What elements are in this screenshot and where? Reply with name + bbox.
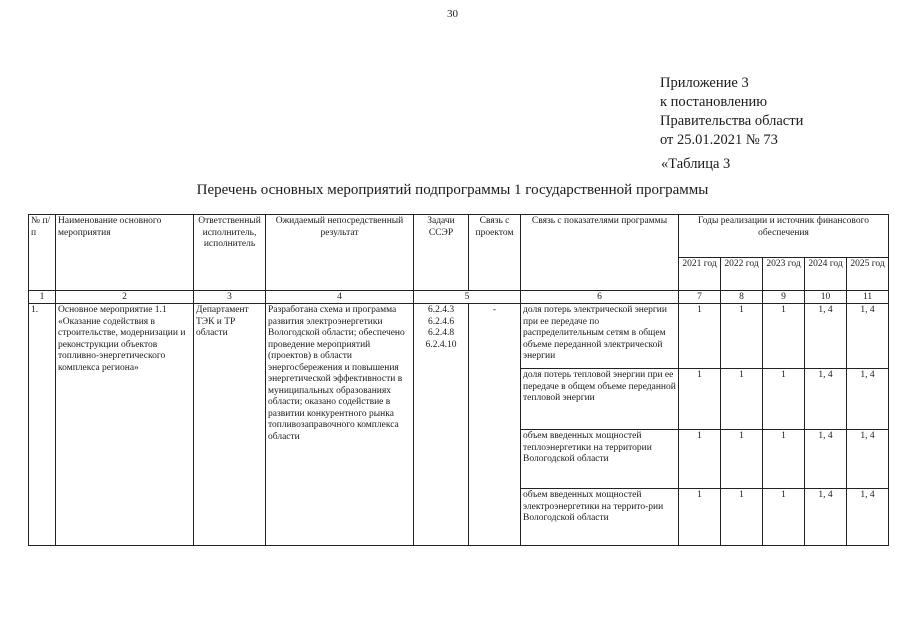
header-executor: Ответственный исполнитель, исполнитель	[194, 215, 266, 291]
header-indicators: Связь с показателями программы	[521, 215, 679, 291]
row-num: 1.	[29, 304, 56, 546]
indicator-2025: 1, 4	[847, 489, 889, 546]
appendix-line: от 25.01.2021 № 73	[660, 132, 778, 148]
header-year: 2021 год	[679, 258, 721, 291]
header-year: 2023 год	[763, 258, 805, 291]
column-number: 11	[847, 291, 889, 304]
appendix-line: Правительства области	[660, 113, 804, 129]
indicator-text: доля потерь тепловой энергии при ее передаче в общем объеме переданной тепловой энергии	[521, 369, 679, 430]
column-number: 2	[56, 291, 194, 304]
indicator-2023: 1	[763, 430, 805, 489]
indicator-text: доля потерь электрической энергии при ее передаче по распределительным сетям в общем объеме переданной электрической энергии	[521, 304, 679, 369]
header-project: Связь с проектом	[469, 215, 521, 291]
header-years-group: Годы реализации и источник финансового обеспечения	[679, 215, 889, 258]
column-number: 5	[414, 291, 521, 304]
column-number: 6	[521, 291, 679, 304]
header-tasks: Задачи ССЭР	[414, 215, 469, 291]
column-number: 4	[266, 291, 414, 304]
indicator-2021: 1	[679, 304, 721, 369]
indicator-2021: 1	[679, 489, 721, 546]
header-num: № п/п	[29, 215, 56, 291]
column-number: 7	[679, 291, 721, 304]
row-project: -	[469, 304, 521, 546]
header-year: 2025 год	[847, 258, 889, 291]
column-number: 8	[721, 291, 763, 304]
indicator-2025: 1, 4	[847, 369, 889, 430]
row-expected-result: Разработана схема и программа развития электроэнергетики Вологодской области; обеспечено проведение мероприятий (проектов) в области энергосбережения и повышения энергетической эффективности в муниципальных образованиях области; оказано содействие в развитии конкурентного рынка топливозаправочного комплекса области	[266, 304, 414, 546]
header-result: Ожидаемый непосредственный результат	[266, 215, 414, 291]
indicator-2025: 1, 4	[847, 430, 889, 489]
activities-table	[28, 214, 889, 546]
column-number: 10	[805, 291, 847, 304]
indicator-2023: 1	[763, 489, 805, 546]
row-executor: Департамент ТЭК и ТР области	[194, 304, 266, 546]
row-activity-name: Основное мероприятие 1.1 «Оказание содействия в строительстве, модернизации и реконструкции объектов топливно-энергетического комплекса региона»	[56, 304, 194, 546]
column-number: 3	[194, 291, 266, 304]
indicator-2023: 1	[763, 304, 805, 369]
appendix-block	[660, 74, 803, 150]
column-number: 9	[763, 291, 805, 304]
indicator-2024: 1, 4	[805, 304, 847, 369]
indicator-2021: 1	[679, 430, 721, 489]
indicator-text: объем введенных мощностей электроэнергетики на террито-рии Вологодской области	[521, 489, 679, 546]
header-year: 2024 год	[805, 258, 847, 291]
appendix-line: к постановлению	[660, 94, 768, 110]
indicator-2023: 1	[763, 369, 805, 430]
indicator-2021: 1	[679, 369, 721, 430]
indicator-2024: 1, 4	[805, 369, 847, 430]
row-tasks: 6.2.4.3 6.2.4.6 6.2.4.8 6.2.4.10	[414, 304, 469, 546]
header-name: Наименование основного мероприятия	[56, 215, 194, 291]
indicator-2024: 1, 4	[805, 489, 847, 546]
indicator-text: объем введенных мощностей теплоэнергетики на территории Вологодской области	[521, 430, 679, 489]
header-year: 2022 год	[721, 258, 763, 291]
indicator-2025: 1, 4	[847, 304, 889, 369]
column-number: 1	[29, 291, 56, 304]
indicator-2022: 1	[721, 430, 763, 489]
indicator-2024: 1, 4	[805, 430, 847, 489]
document-title: Перечень основных мероприятий подпрограммы 1 государственной программы	[196, 182, 709, 198]
appendix-line: Приложение 3	[660, 75, 749, 91]
indicator-2022: 1	[721, 304, 763, 369]
table-label: «Таблица 3	[661, 156, 731, 172]
indicator-2022: 1	[721, 489, 763, 546]
indicator-2022: 1	[721, 369, 763, 430]
page-number: 30	[447, 8, 458, 20]
